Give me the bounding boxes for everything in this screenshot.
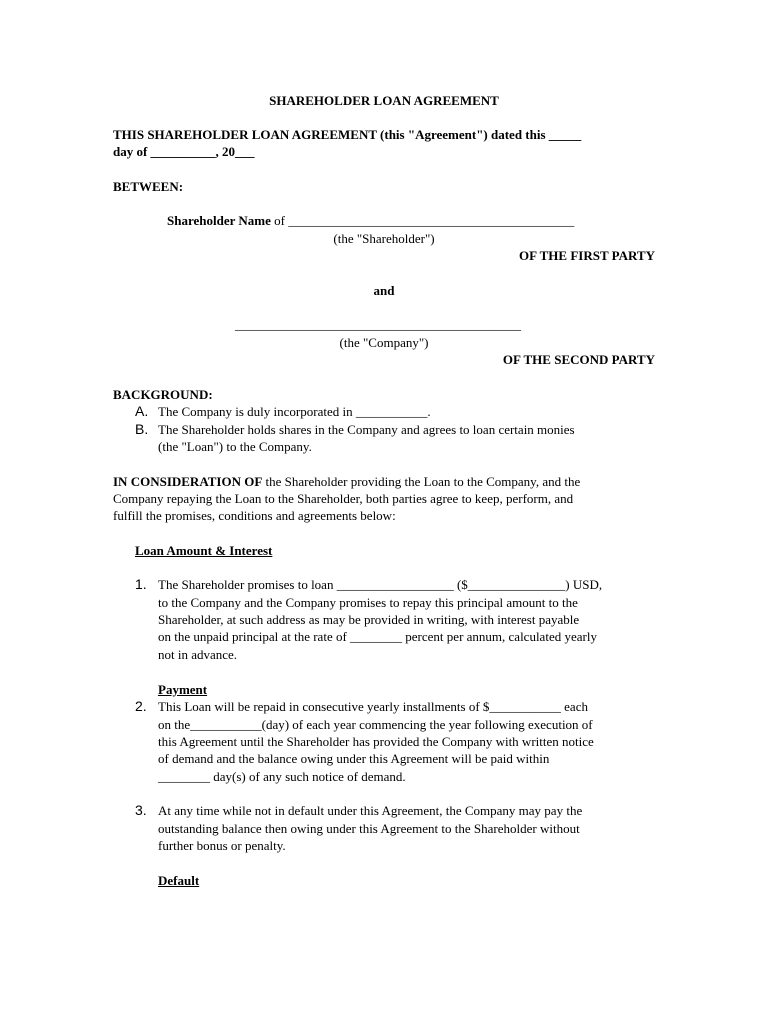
clause-3-line-1: At any time while not in default under this Agreement, the Company may pay the: [158, 803, 583, 818]
clause-3-line-3: further bonus or penalty.: [158, 838, 286, 853]
background-heading: BACKGROUND:: [113, 387, 213, 402]
section-loan-heading: Loan Amount & Interest: [135, 543, 273, 558]
background-item-b-line-1: The Shareholder holds shares in the Company and agrees to loan certain monies: [158, 422, 575, 437]
payment-heading: Payment: [158, 682, 208, 697]
clause-1-number: 1.: [135, 576, 147, 592]
background-item-a-label: A.: [135, 403, 149, 419]
document-title: SHAREHOLDER LOAN AGREEMENT: [269, 93, 499, 108]
between-heading: BETWEEN:: [113, 179, 184, 194]
clause-1-line-2: to the Company and the Company promises to repay this principal amount to the: [158, 595, 578, 610]
clause-1-line-5: not in advance.: [158, 647, 238, 662]
consideration-lead: IN CONSIDERATION OF: [113, 474, 263, 489]
clause-1-line-1: The Shareholder promises to loan __________________ ($_______________) USD,: [158, 577, 603, 592]
clause-2-line-4: of demand and the balance owing under this Agreement will be paid within: [158, 751, 550, 766]
clause-2-line-1: This Loan will be repaid in consecutive yearly installments of $___________ each: [158, 699, 588, 714]
section-default-heading: Default: [158, 873, 200, 888]
and-label: and: [373, 283, 395, 298]
intro-line-1: THIS SHAREHOLDER LOAN AGREEMENT (this "Agreement") dated this _____: [113, 127, 582, 142]
clause-2-line-3: this Agreement until the Shareholder has provided the Company with written notice: [158, 734, 594, 749]
consideration-line-3: fulfill the promises, conditions and agreements below:: [113, 508, 396, 523]
background-item-a-text: The Company is duly incorporated in ___________.: [158, 404, 431, 419]
background-item-b-label: B.: [135, 421, 149, 437]
consideration-text-1: the Shareholder providing the Loan to the Company, and the: [262, 474, 581, 489]
clause-1-line-3: Shareholder, at such address as may be provided in writing, with interest payable: [158, 612, 580, 627]
second-party-label: OF THE SECOND PARTY: [502, 352, 655, 367]
clause-2-line-5: ________ day(s) of any such notice of demand.: [158, 769, 406, 784]
consideration-line-1: [113, 473, 580, 490]
shareholder-blank: of ____________________________________________: [270, 213, 575, 228]
intro-line-2: day of __________, 20___: [113, 144, 255, 159]
clause-3-line-2: outstanding balance then owing under this Agreement to the Shareholder without: [158, 821, 580, 836]
clause-1-line-4: on the unpaid principal at the rate of ________ percent per annum, calculated yearly: [158, 629, 597, 644]
shareholder-line: [167, 212, 574, 229]
company-blank: ____________________________________________: [235, 317, 521, 332]
consideration-line-2: Company repaying the Loan to the Shareholder, both parties agree to keep, perform, and: [113, 491, 574, 506]
clause-2-line-2: on the___________(day) of each year commencing the year following execution of: [158, 717, 593, 732]
shareholder-label: Shareholder Name: [167, 213, 271, 228]
clause-2-number: 2.: [135, 698, 147, 714]
company-definition: (the "Company"): [339, 335, 429, 350]
background-item-b-line-2: (the "Loan") to the Company.: [158, 439, 312, 454]
first-party-label: OF THE FIRST PARTY: [519, 248, 655, 263]
clause-3-number: 3.: [135, 802, 147, 818]
shareholder-definition: (the "Shareholder"): [333, 231, 435, 246]
